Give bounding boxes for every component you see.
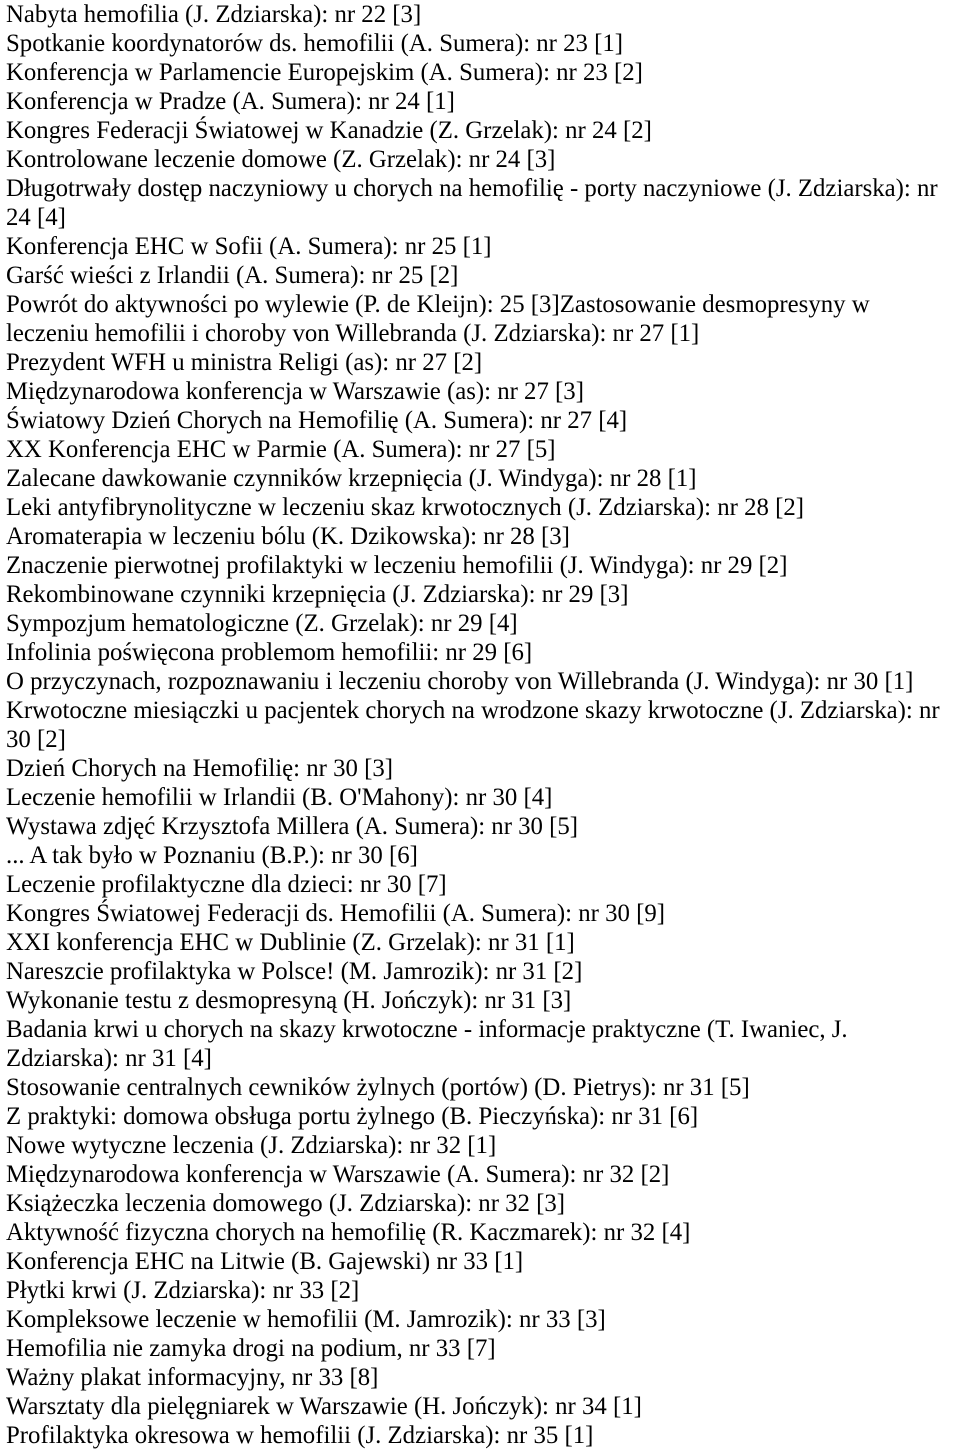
list-item: Kompleksowe leczenie w hemofilii (M. Jamrozik): nr 33 [3] — [6, 1306, 606, 1333]
list-item: Badania krwi u chorych na skazy krwotoczne - informacje praktyczne (T. Iwaniec, J. — [6, 1016, 848, 1043]
list-item: Rekombinowane czynniki krzepnięcia (J. Zdziarska): nr 29 [3] — [6, 581, 629, 608]
list-item: Leki antyfibrynolityczne w leczeniu skaz krwotocznych (J. Zdziarska): nr 28 [2] — [6, 494, 805, 521]
list-item: Ważny plakat informacyjny, nr 33 [8] — [6, 1364, 379, 1391]
list-item: Kongres Światowej Federacji ds. Hemofilii (A. Sumera): nr 30 [9] — [6, 900, 666, 927]
list-item: Powrót do aktywności po wylewie (P. de Kleijn): 25 [3]Zastosowanie desmopresyny w — [6, 291, 870, 318]
list-item: XX Konferencja EHC w Parmie (A. Sumera): nr 27 [5] — [6, 436, 556, 463]
list-item: Hemofilia nie zamyka drogi na podium, nr 33 [7] — [6, 1335, 496, 1362]
list-item: Krwotoczne miesiączki u pacjentek chorych na wrodzone skazy krwotoczne (J. Zdziarska): nr — [6, 697, 940, 724]
list-item-continuation: 30 [2] — [6, 726, 66, 753]
list-item-continuation: Zdziarska): nr 31 [4] — [6, 1045, 212, 1072]
list-item: Zalecane dawkowanie czynników krzepnięcia (J. Windyga): nr 28 [1] — [6, 465, 697, 492]
list-item: Prezydent WFH u ministra Religi (as): nr 27 [2] — [6, 349, 483, 376]
list-item: Leczenie hemofilii w Irlandii (B. O'Mahony): nr 30 [4] — [6, 784, 553, 811]
list-item: Nareszcie profilaktyka w Polsce! (M. Jamrozik): nr 31 [2] — [6, 958, 583, 985]
list-item: Aromaterapia w leczeniu bólu (K. Dzikowska): nr 28 [3] — [6, 523, 570, 550]
list-item: Leczenie profilaktyczne dla dzieci: nr 30 [7] — [6, 871, 447, 898]
list-item: Aktywność fizyczna chorych na hemofilię (R. Kaczmarek): nr 32 [4] — [6, 1219, 691, 1246]
list-item: Nowe wytyczne leczenia (J. Zdziarska): nr 32 [1] — [6, 1132, 497, 1159]
list-item: Spotkanie koordynatorów ds. hemofilii (A. Sumera): nr 23 [1] — [6, 30, 624, 57]
list-item: Wystawa zdjęć Krzysztofa Millera (A. Sumera): nr 30 [5] — [6, 813, 579, 840]
list-item: Międzynarodowa konferencja w Warszawie (as): nr 27 [3] — [6, 378, 584, 405]
list-item: Kontrolowane leczenie domowe (Z. Grzelak): nr 24 [3] — [6, 146, 556, 173]
list-item: Profilaktyka okresowa w hemofilii (J. Zdziarska): nr 35 [1] — [6, 1422, 594, 1449]
list-item: Wykonanie testu z desmopresyną (H. Jończyk): nr 31 [3] — [6, 987, 572, 1014]
list-item-continuation: 24 [4] — [6, 204, 66, 231]
list-item: Z praktyki: domowa obsługa portu żylnego (B. Pieczyńska): nr 31 [6] — [6, 1103, 699, 1130]
list-item-continuation: leczeniu hemofilii i choroby von Willebranda (J. Zdziarska): nr 27 [1] — [6, 320, 700, 347]
list-item: Garść wieści z Irlandii (A. Sumera): nr 25 [2] — [6, 262, 459, 289]
list-item: Międzynarodowa konferencja w Warszawie (A. Sumera): nr 32 [2] — [6, 1161, 670, 1188]
list-item: Konferencja w Pradze (A. Sumera): nr 24 [1] — [6, 88, 455, 115]
list-item: Konferencja w Parlamencie Europejskim (A. Sumera): nr 23 [2] — [6, 59, 643, 86]
list-item: Stosowanie centralnych cewników żylnych (portów) (D. Pietrys): nr 31 [5] — [6, 1074, 750, 1101]
list-item: Warsztaty dla pielęgniarek w Warszawie (H. Jończyk): nr 34 [1] — [6, 1393, 642, 1420]
list-item: O przyczynach, rozpoznawaniu i leczeniu choroby von Willebranda (J. Windyga): nr 30 [1] — [6, 668, 914, 695]
list-item: Infolinia poświęcona problemom hemofilii: nr 29 [6] — [6, 639, 533, 666]
list-item: Nabyta hemofilia (J. Zdziarska): nr 22 [3] — [6, 1, 422, 28]
list-item: Sympozjum hematologiczne (Z. Grzelak): nr 29 [4] — [6, 610, 518, 637]
list-item: Dzień Chorych na Hemofilię: nr 30 [3] — [6, 755, 393, 782]
list-item: Znaczenie pierwotnej profilaktyki w leczeniu hemofilii (J. Windyga): nr 29 [2] — [6, 552, 788, 579]
list-item: Płytki krwi (J. Zdziarska): nr 33 [2] — [6, 1277, 360, 1304]
list-item: Konferencja EHC na Litwie (B. Gajewski) nr 33 [1] — [6, 1248, 524, 1275]
list-item: ... A tak było w Poznaniu (B.P.): nr 30 [6] — [6, 842, 418, 869]
list-item: Konferencja EHC w Sofii (A. Sumera): nr 25 [1] — [6, 233, 492, 260]
list-item: Książeczka leczenia domowego (J. Zdziarska): nr 32 [3] — [6, 1190, 566, 1217]
list-item: Światowy Dzień Chorych na Hemofilię (A. Sumera): nr 27 [4] — [6, 407, 628, 434]
list-item: Kongres Federacji Światowej w Kanadzie (Z. Grzelak): nr 24 [2] — [6, 117, 652, 144]
list-item: XXI konferencja EHC w Dublinie (Z. Grzelak): nr 31 [1] — [6, 929, 575, 956]
list-item: Długotrwały dostęp naczyniowy u chorych na hemofilię - porty naczyniowe (J. Zdziarska): nr — [6, 175, 938, 202]
